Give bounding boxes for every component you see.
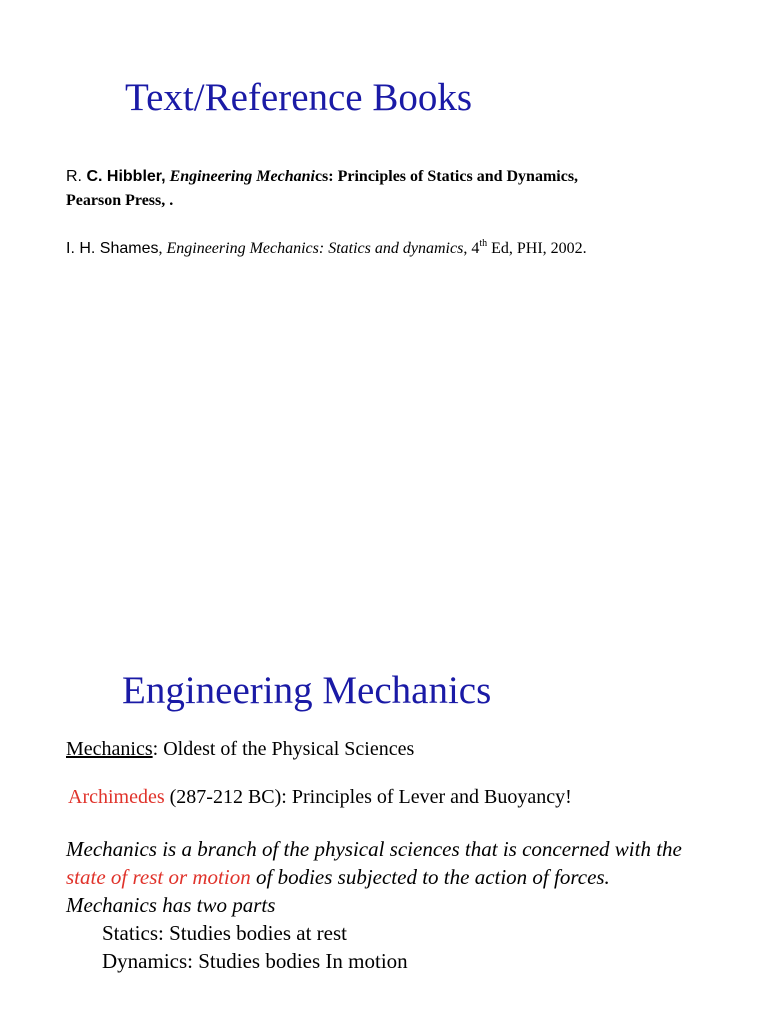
reference-2-title: Engineering Mechanics: Statics and dynamics: [166, 240, 464, 257]
reference-2-edition-sup: th: [479, 238, 488, 249]
reference-2: [66, 238, 587, 260]
mechanics-label: Mechanics: [66, 738, 153, 760]
paragraph-highlight: state of rest or motion: [66, 865, 251, 889]
reference-2-author: I. H. Shames: [66, 240, 159, 257]
dynamics-item: Dynamics: Studies bodies In motion: [102, 949, 408, 973]
reference-1-title-rest: cs: Principles of Statics and Dynamics,: [314, 168, 579, 185]
page-title-references: Text/Reference Books: [125, 76, 473, 119]
reference-1-title-italic: Engineering Mechani: [169, 168, 315, 185]
reference-1-author: C. Hibbler,: [86, 168, 166, 185]
reference-1-line-1: [66, 166, 578, 188]
archimedes-text: (287-212 BC): Principles of Lever and Buoyancy!: [164, 786, 572, 808]
archimedes-name: Archimedes: [68, 786, 165, 808]
paragraph-line-2-rest: of bodies subjected to the action of forces.: [250, 865, 610, 889]
paragraph-line-2: [66, 863, 610, 891]
reference-1-prefix: R.: [66, 168, 87, 185]
mechanics-definition-line: [66, 736, 414, 762]
paragraph-line-3: Mechanics has two parts: [66, 893, 276, 917]
paragraph-line-1: Mechanics is a branch of the physical sciences that is concerned with the: [66, 837, 682, 861]
reference-2-separator: ,: [158, 240, 167, 257]
archimedes-line: [68, 784, 572, 810]
reference-2-edition: , 4: [463, 240, 480, 257]
mechanics-text: : Oldest of the Physical Sciences: [152, 738, 415, 760]
section-title-engineering-mechanics: Engineering Mechanics: [122, 669, 492, 712]
reference-2-rest: Ed, PHI, 2002.: [487, 240, 587, 257]
reference-1-publisher: Pearson Press, .: [66, 192, 174, 209]
statics-item: Statics: Studies bodies at rest: [102, 921, 347, 945]
